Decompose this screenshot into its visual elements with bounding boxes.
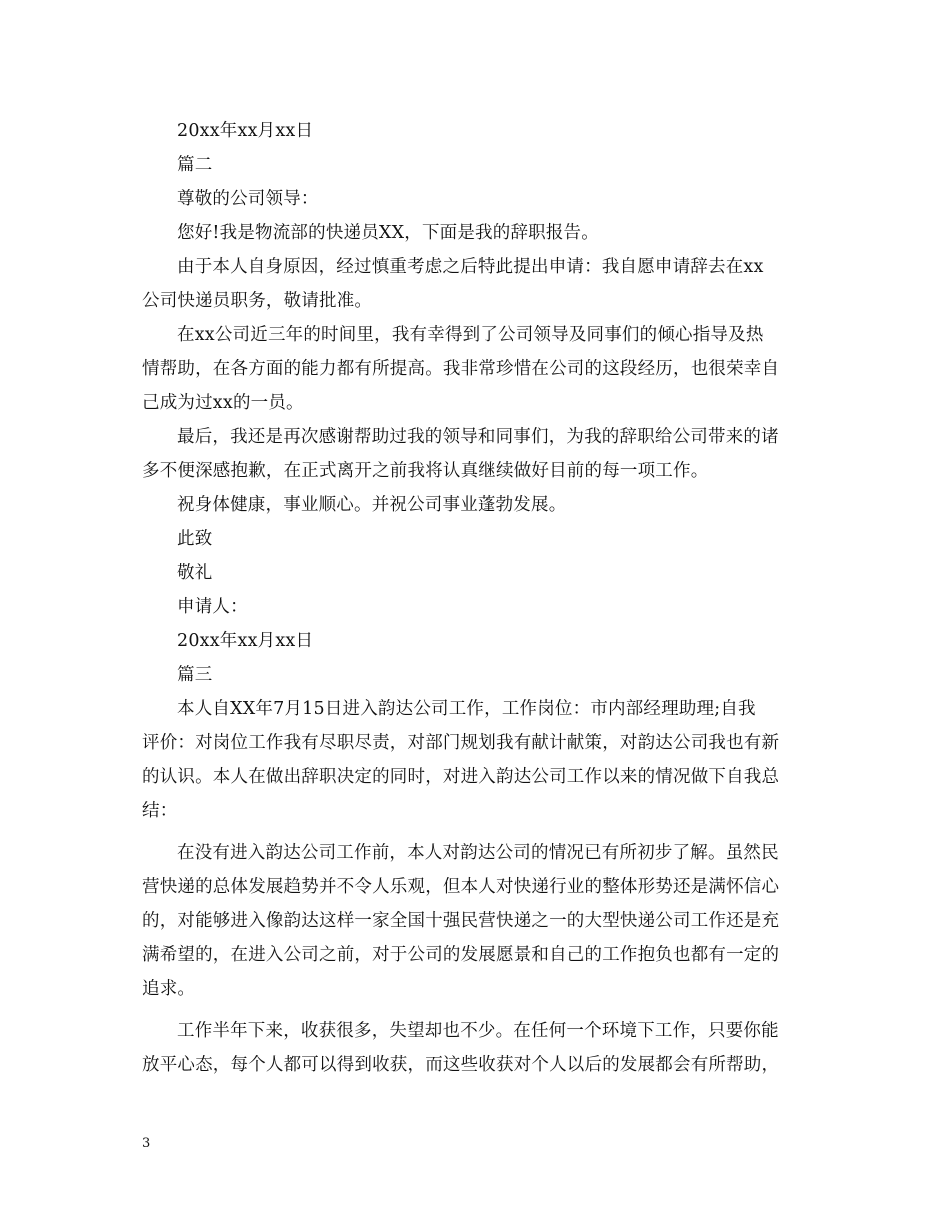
paragraph-line: 在没有进入韵达公司工作前，本人对韵达公司的情况已有所初步了解。虽然民 — [177, 843, 779, 863]
salutation: 尊敬的公司领导： — [177, 189, 319, 209]
closing-line: 此致 — [177, 529, 213, 549]
wishes-line: 祝身体健康，事业顺心。并祝公司事业蓬勃发展。 — [177, 495, 567, 515]
paragraph-line: 公司快递员职务，敬请批准。 — [142, 291, 373, 311]
paragraph-line: 在xx公司近三年的时间里，我有幸得到了公司领导及同事们的倾心指导及热 — [177, 325, 764, 345]
paragraph-line: 满希望的，在进入公司之前，对于公司的发展愿景和自己的工作抱负也都有一定的 — [142, 945, 780, 965]
paragraph-line: 工作半年下来，收获很多，失望却也不少。在任何一个环境下工作，只要你能 — [177, 1021, 779, 1041]
paragraph-line: 的认识。本人在做出辞职决定的同时，对进入韵达公司工作以来的情况做下自我总 — [142, 767, 780, 787]
section-heading-3: 篇三 — [177, 665, 213, 685]
paragraph-line: 放平心态，每个人都可以得到收获，而这些收获对个人以后的发展都会有所帮助， — [142, 1055, 780, 1075]
paragraph-line: 追求。 — [142, 979, 196, 999]
paragraph-line: 最后，我还是再次感谢帮助过我的领导和同事们，为我的辞职给公司带来的诸 — [177, 427, 779, 447]
section-heading-2: 篇二 — [177, 155, 213, 175]
paragraph-line: 评价：对岗位工作我有尽职尽责，对部门规划我有献计献策，对韵达公司我也有新 — [142, 733, 780, 753]
paragraph-line: 己成为过xx的一员。 — [142, 393, 304, 413]
page-number: 3 — [142, 1136, 151, 1151]
paragraph-line: 多不便深感抱歉，在正式离开之前我将认真继续做好目前的每一项工作。 — [142, 461, 709, 481]
paragraph-line: 结： — [142, 801, 178, 821]
closing-line: 敬礼 — [177, 563, 213, 583]
paragraph-line: 的，对能够进入像韵达这样一家全国十强民营快递之一的大型快递公司工作还是充 — [142, 911, 780, 931]
paragraph-line: 由于本人自身原因，经过慎重考虑之后特此提出申请：我自愿申请辞去在xx — [177, 257, 764, 277]
paragraph-line: 情帮助，在各方面的能力都有所提高。我非常珍惜在公司的这段经历，也很荣幸自 — [142, 359, 780, 379]
date-line: 20xx年xx月xx日 — [177, 631, 314, 651]
paragraph-line: 本人自XX年7月15日进入韵达公司工作，工作岗位：市内部经理助理;自我 — [177, 699, 756, 719]
date-line: 20xx年xx月xx日 — [177, 121, 314, 141]
applicant-label: 申请人： — [177, 597, 248, 617]
paragraph-line: 营快递的总体发展趋势并不令人乐观，但本人对快递行业的整体形势还是满怀信心 — [142, 877, 780, 897]
document-body — [142, 114, 814, 1082]
greeting-line: 您好!我是物流部的快递员XX，下面是我的辞职报告。 — [177, 223, 599, 243]
